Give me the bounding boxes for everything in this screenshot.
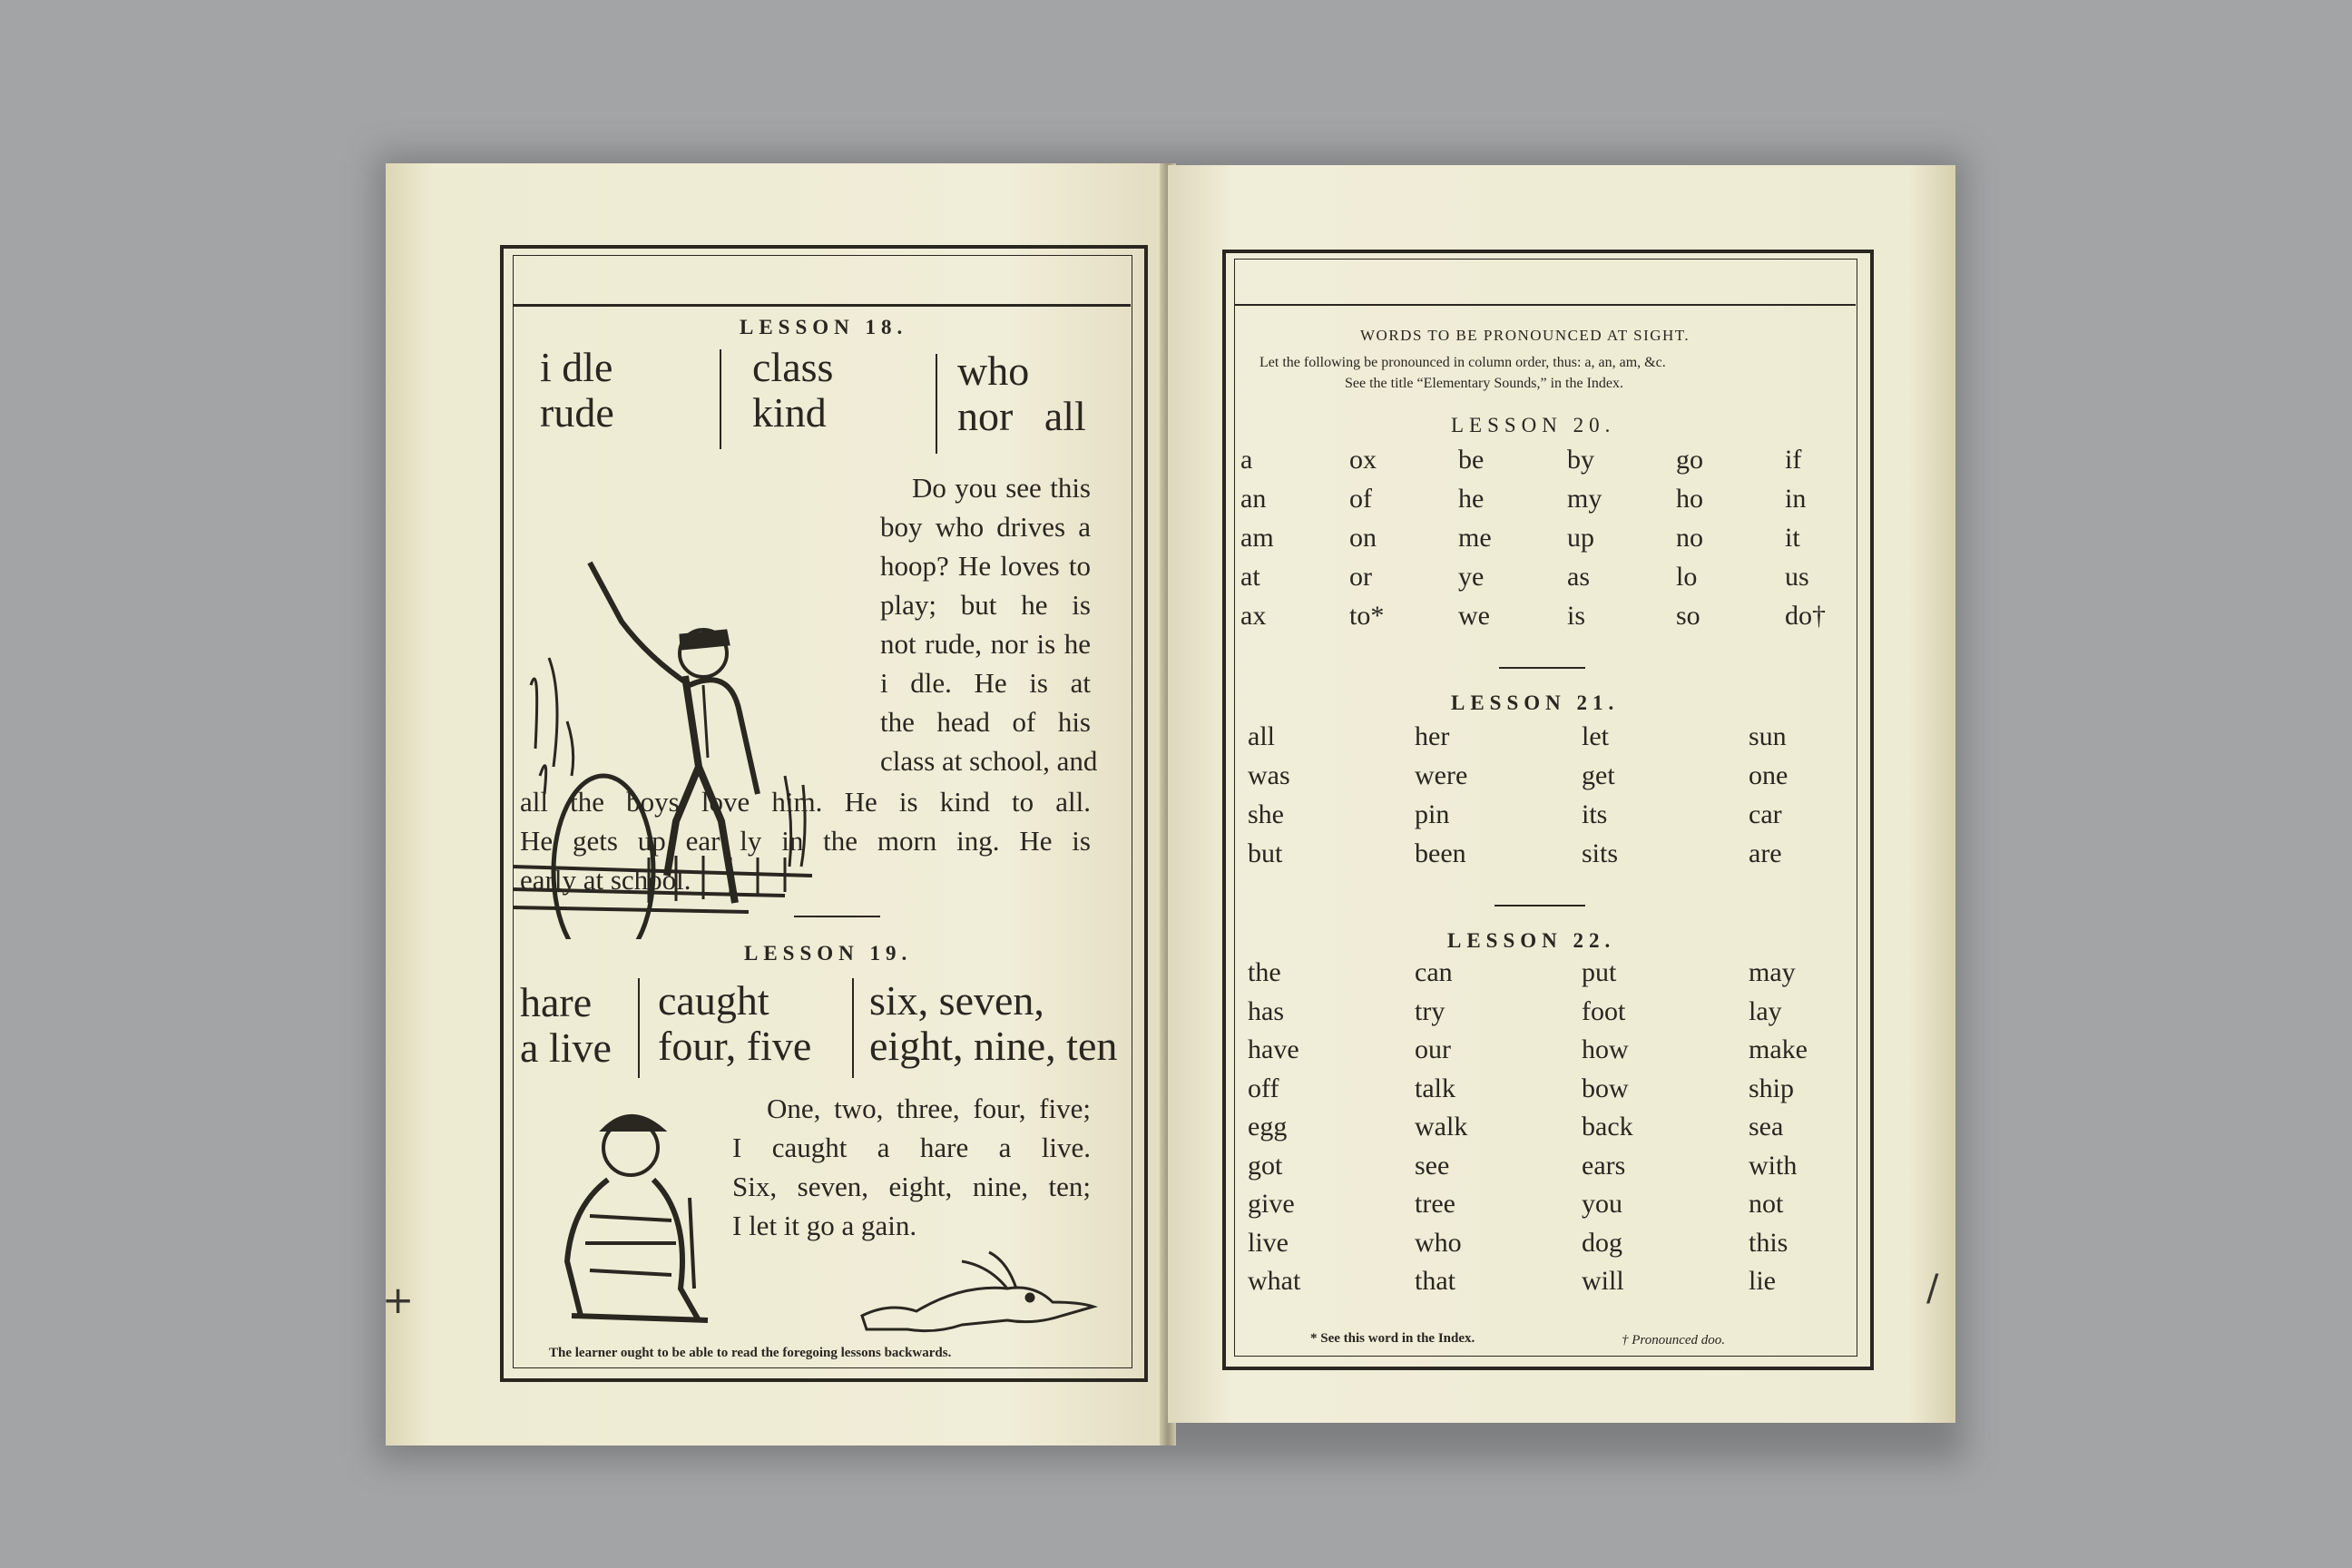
lesson-20-word: ho (1676, 484, 1703, 514)
lesson-separator (794, 916, 880, 917)
lesson-20-word: an (1240, 484, 1267, 514)
lesson-20-word: he (1458, 484, 1485, 514)
text-line: the head of his (880, 706, 1091, 738)
lesson-22-word: lie (1749, 1266, 1776, 1296)
lesson-22-word: this (1749, 1227, 1788, 1258)
lesson-22-word: who (1415, 1227, 1462, 1258)
spelling-word: rude (540, 389, 614, 436)
text-line: hoop? He loves to (880, 550, 1091, 582)
lesson-22-word: may (1749, 957, 1796, 987)
lesson-20-word: a (1240, 445, 1253, 475)
lesson-21-word: one (1749, 760, 1788, 790)
lesson-20-word: we (1458, 601, 1490, 631)
text-line: play; but he is (880, 589, 1091, 621)
lesson-20-word: so (1676, 601, 1700, 631)
text-line: not rude, nor is he (880, 628, 1091, 660)
lesson-20-word: me (1458, 523, 1492, 553)
lesson-20-word: go (1676, 445, 1703, 475)
lesson-22-word: our (1415, 1034, 1451, 1064)
text-line: One, two, three, four, five; (767, 1093, 1091, 1124)
lesson-22-word: walk (1415, 1112, 1468, 1142)
text-line: class at school, and (880, 745, 1098, 777)
lesson-22-word: have (1248, 1034, 1299, 1064)
left-header-rule (513, 304, 1131, 307)
spelling-word: i dle (540, 344, 613, 390)
lesson-22-word: give (1248, 1189, 1295, 1219)
text-line: Six, seven, eight, nine, ten; (732, 1171, 1091, 1202)
lesson-21-title: LESSON 21. (1451, 691, 1620, 714)
lesson-21-word: sun (1749, 721, 1787, 751)
lesson-22-word: with (1749, 1150, 1798, 1181)
lesson-21-word: was (1248, 760, 1290, 790)
spelling-word: hare (520, 979, 593, 1025)
lesson-22-word: off (1248, 1073, 1279, 1103)
text-line: He gets up ear ly in the morn ing. He is (520, 825, 1091, 857)
spelling-divider (852, 978, 854, 1078)
lesson-22-word: sea (1749, 1112, 1784, 1142)
lesson-22-word: you (1582, 1189, 1622, 1219)
lesson-22-word: will (1582, 1266, 1624, 1296)
lesson-22-word: ship (1749, 1073, 1795, 1103)
margin-pencil-mark: + (382, 1278, 415, 1322)
lesson-20-word: ye (1458, 562, 1485, 592)
text-line: Do you see this (912, 472, 1091, 504)
lesson-20-word: no (1676, 523, 1703, 553)
instructions-line-2: See the title “Elementary Sounds,” in the Index. (1345, 376, 1624, 391)
text-line: all the boys love him. He is kind to all. (520, 786, 1091, 818)
spelling-divider (936, 354, 937, 454)
lesson-22-word: the (1248, 957, 1281, 987)
lesson-18-spelling-col-1 (540, 345, 614, 436)
left-page-footer: The learner ought to be able to read the foregoing lessons backwards. (549, 1346, 952, 1360)
lesson-22-word: not (1749, 1189, 1784, 1219)
child-illustration (554, 1107, 717, 1334)
lesson-22-word: put (1582, 957, 1617, 987)
lesson-22-word: make (1749, 1034, 1808, 1064)
lesson-19-spelling-col-1 (520, 980, 612, 1071)
spelling-divider (638, 978, 640, 1078)
lesson-18-title: LESSON 18. (740, 316, 908, 338)
lesson-22-word: bow (1582, 1073, 1629, 1103)
lesson-22-word: has (1248, 995, 1284, 1026)
text-line: i dle. He is at (880, 667, 1091, 699)
lesson-22-word: see (1415, 1150, 1450, 1181)
margin-pencil-mark: / (1926, 1268, 1939, 1309)
lesson-20-word: us (1785, 562, 1809, 592)
spelling-word: caught (658, 977, 769, 1024)
lesson-21-word: were (1415, 760, 1468, 790)
lesson-22-word: lay (1749, 995, 1782, 1026)
spelling-divider (720, 349, 721, 449)
lesson-20-word: be (1458, 445, 1485, 475)
lesson-21-word: she (1248, 799, 1284, 829)
lesson-20-word: is (1567, 601, 1586, 631)
text-line: I let it go a gain. (732, 1210, 917, 1241)
lesson-21-word: but (1248, 838, 1283, 868)
hare-illustration (853, 1248, 1098, 1338)
lesson-20-word: in (1785, 484, 1807, 514)
lesson-20-word: ax (1240, 601, 1267, 631)
lesson-20-word: ox (1349, 445, 1377, 475)
lesson-22-word: how (1582, 1034, 1629, 1064)
lesson-21-word: let (1582, 721, 1609, 751)
lesson-21-word: its (1582, 799, 1608, 829)
lesson-22-word: dog (1582, 1227, 1622, 1258)
lesson-22-word: foot (1582, 995, 1626, 1026)
footnote-right: † Pronounced doo. (1622, 1333, 1726, 1348)
lesson-18-spelling-col-3 (957, 348, 1086, 439)
lesson-20-title: LESSON 20. (1451, 414, 1616, 436)
lesson-21-word: pin (1415, 799, 1450, 829)
spelling-word: who (957, 348, 1030, 394)
right-page-header: WORDS TO BE PRONOUNCED AT SIGHT. (1360, 327, 1690, 344)
lesson-20-word: up (1567, 523, 1594, 553)
lesson-20-word: am (1240, 523, 1274, 553)
lesson-22-word: back (1582, 1112, 1633, 1142)
lesson-21-word: car (1749, 799, 1782, 829)
lesson-22-word: live (1248, 1227, 1289, 1258)
spelling-word: eight, nine, ten (869, 1023, 1118, 1069)
lesson-19-spelling-col-2 (658, 978, 811, 1069)
lesson-separator (1494, 905, 1585, 906)
lesson-22-word: that (1415, 1266, 1455, 1296)
instructions-line-1: Let the following be pronounced in column order, thus: a, an, am, &c. (1259, 355, 1666, 370)
spelling-word: class (752, 344, 834, 390)
lesson-20-word: my (1567, 484, 1602, 514)
lesson-20-word: as (1567, 562, 1590, 592)
lesson-20-word: of (1349, 484, 1372, 514)
lesson-20-word: at (1240, 562, 1260, 592)
lesson-21-word: her (1415, 721, 1450, 751)
spelling-word: four, five (658, 1023, 812, 1069)
left-page (382, 163, 1168, 1446)
lesson-20-word: by (1567, 445, 1594, 475)
text-line: boy who drives a (880, 511, 1091, 543)
right-page (1168, 165, 1955, 1423)
lesson-22-title: LESSON 22. (1447, 929, 1616, 952)
lesson-22-word: egg (1248, 1112, 1288, 1142)
lesson-22-word: try (1415, 995, 1446, 1026)
lesson-20-word: on (1349, 523, 1377, 553)
lesson-20-word: lo (1676, 562, 1698, 592)
lesson-21-word: are (1749, 838, 1782, 868)
lesson-21-word: get (1582, 760, 1615, 790)
lesson-21-word: all (1248, 721, 1275, 751)
lesson-18-spelling-col-2 (752, 345, 833, 436)
lesson-22-word: got (1248, 1150, 1283, 1181)
lesson-18-full-text (520, 782, 1091, 899)
lesson-19-spelling-col-3 (869, 978, 1117, 1069)
lesson-separator (1499, 667, 1585, 669)
footnote-left: * See this word in the Index. (1310, 1331, 1475, 1346)
spelling-word: kind (752, 389, 827, 436)
spelling-word: nor all (957, 393, 1086, 439)
lesson-22-word: tree (1415, 1189, 1455, 1219)
lesson-20-word: if (1785, 445, 1802, 475)
text-line: I caught a hare a live. (732, 1132, 1091, 1163)
lesson-20-word: to* (1349, 601, 1385, 631)
spelling-word: a live (520, 1024, 612, 1071)
lesson-22-word: talk (1415, 1073, 1455, 1103)
spelling-word: six, seven, (869, 977, 1044, 1024)
lesson-19-title: LESSON 19. (744, 942, 913, 965)
lesson-20-word: do† (1785, 601, 1826, 631)
lesson-20-word: or (1349, 562, 1372, 592)
lesson-22-word: what (1248, 1266, 1301, 1296)
lesson-21-word: been (1415, 838, 1466, 868)
lesson-22-word: can (1415, 957, 1453, 987)
lesson-22-word: ears (1582, 1150, 1626, 1181)
right-header-rule (1234, 304, 1856, 306)
lesson-19-text (732, 1089, 1091, 1245)
lesson-21-word: sits (1582, 838, 1619, 868)
text-line: early at school. (520, 864, 691, 896)
lesson-18-wrapped-text (880, 468, 1098, 780)
lesson-20-word: it (1785, 523, 1800, 553)
